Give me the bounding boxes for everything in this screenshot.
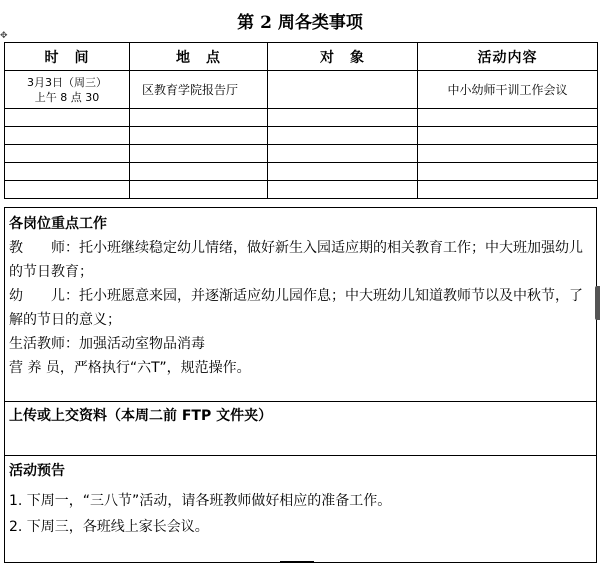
cell-place[interactable]: 区教育学院报告厅 [130, 71, 268, 109]
header-activity: 活动内容 [418, 43, 598, 71]
work-line-nutritionist: 营 养 员，严格执行“六T”，规范操作。 [9, 360, 251, 376]
table-row [5, 145, 598, 163]
header-time: 时 间 [5, 43, 130, 71]
cell-time[interactable] [5, 181, 130, 199]
table-row [5, 109, 598, 127]
work-section [4, 207, 597, 402]
cell-activity[interactable] [418, 109, 598, 127]
work-line-life-teacher: 生活教师：加强活动室物品消毒 [9, 336, 205, 352]
page-title: 第 2 周各类事项 [237, 13, 363, 33]
work-line-child: 幼 儿：托小班愿意来园，并逐渐适应幼儿园作息；中大班幼儿知道教师节以及中秋节，了解的节日的意义； [9, 288, 583, 328]
cell-time[interactable] [5, 109, 130, 127]
cell-target[interactable] [268, 109, 418, 127]
table-row [5, 71, 598, 109]
cell-activity[interactable]: 中小幼师干训工作会议 [418, 71, 598, 109]
header-target: 对 象 [268, 43, 418, 71]
cell-target[interactable] [268, 127, 418, 145]
cell-time[interactable]: 3月3日（周三） 上午 8 点 30 [5, 71, 130, 109]
schedule-table [4, 42, 598, 199]
table-header-row [5, 43, 598, 71]
cell-place[interactable] [130, 127, 268, 145]
work-line-teacher: 教 师：托小班继续稳定幼儿情绪，做好新生入园适应期的相关教育工作；中大班加强幼儿的节日教育； [9, 240, 583, 280]
preview-heading: 活动预告 [9, 463, 65, 479]
cell-place[interactable] [130, 181, 268, 199]
table-row [5, 163, 598, 181]
table-row [5, 127, 598, 145]
cell-time[interactable] [5, 163, 130, 181]
table-move-handle-icon[interactable]: ✥ [0, 31, 8, 41]
cell-activity[interactable] [418, 163, 598, 181]
cell-activity[interactable] [418, 145, 598, 163]
preview-item-1: 1. 下周一，“三八节”活动，请各班教师做好相应的准备工作。 [9, 493, 392, 509]
cell-place[interactable] [130, 145, 268, 163]
preview-section [4, 455, 597, 563]
cell-time[interactable] [5, 145, 130, 163]
cell-activity[interactable] [418, 181, 598, 199]
cell-time[interactable] [5, 127, 130, 145]
work-heading: 各岗位重点工作 [9, 216, 107, 232]
cell-target[interactable] [268, 71, 418, 109]
cell-target[interactable] [268, 163, 418, 181]
cell-place[interactable] [130, 163, 268, 181]
table-row [5, 181, 598, 199]
side-scroll-tab[interactable] [595, 286, 600, 320]
cell-place[interactable] [130, 109, 268, 127]
upload-section [4, 401, 597, 455]
upload-heading: 上传或上交资料（本周二前 FTP 文件夹） [9, 408, 273, 424]
preview-item-2: 2. 下周三，各班线上家长会议。 [9, 519, 209, 535]
header-place: 地 点 [130, 43, 268, 71]
cell-target[interactable] [268, 145, 418, 163]
cell-target[interactable] [268, 181, 418, 199]
cell-activity[interactable] [418, 127, 598, 145]
